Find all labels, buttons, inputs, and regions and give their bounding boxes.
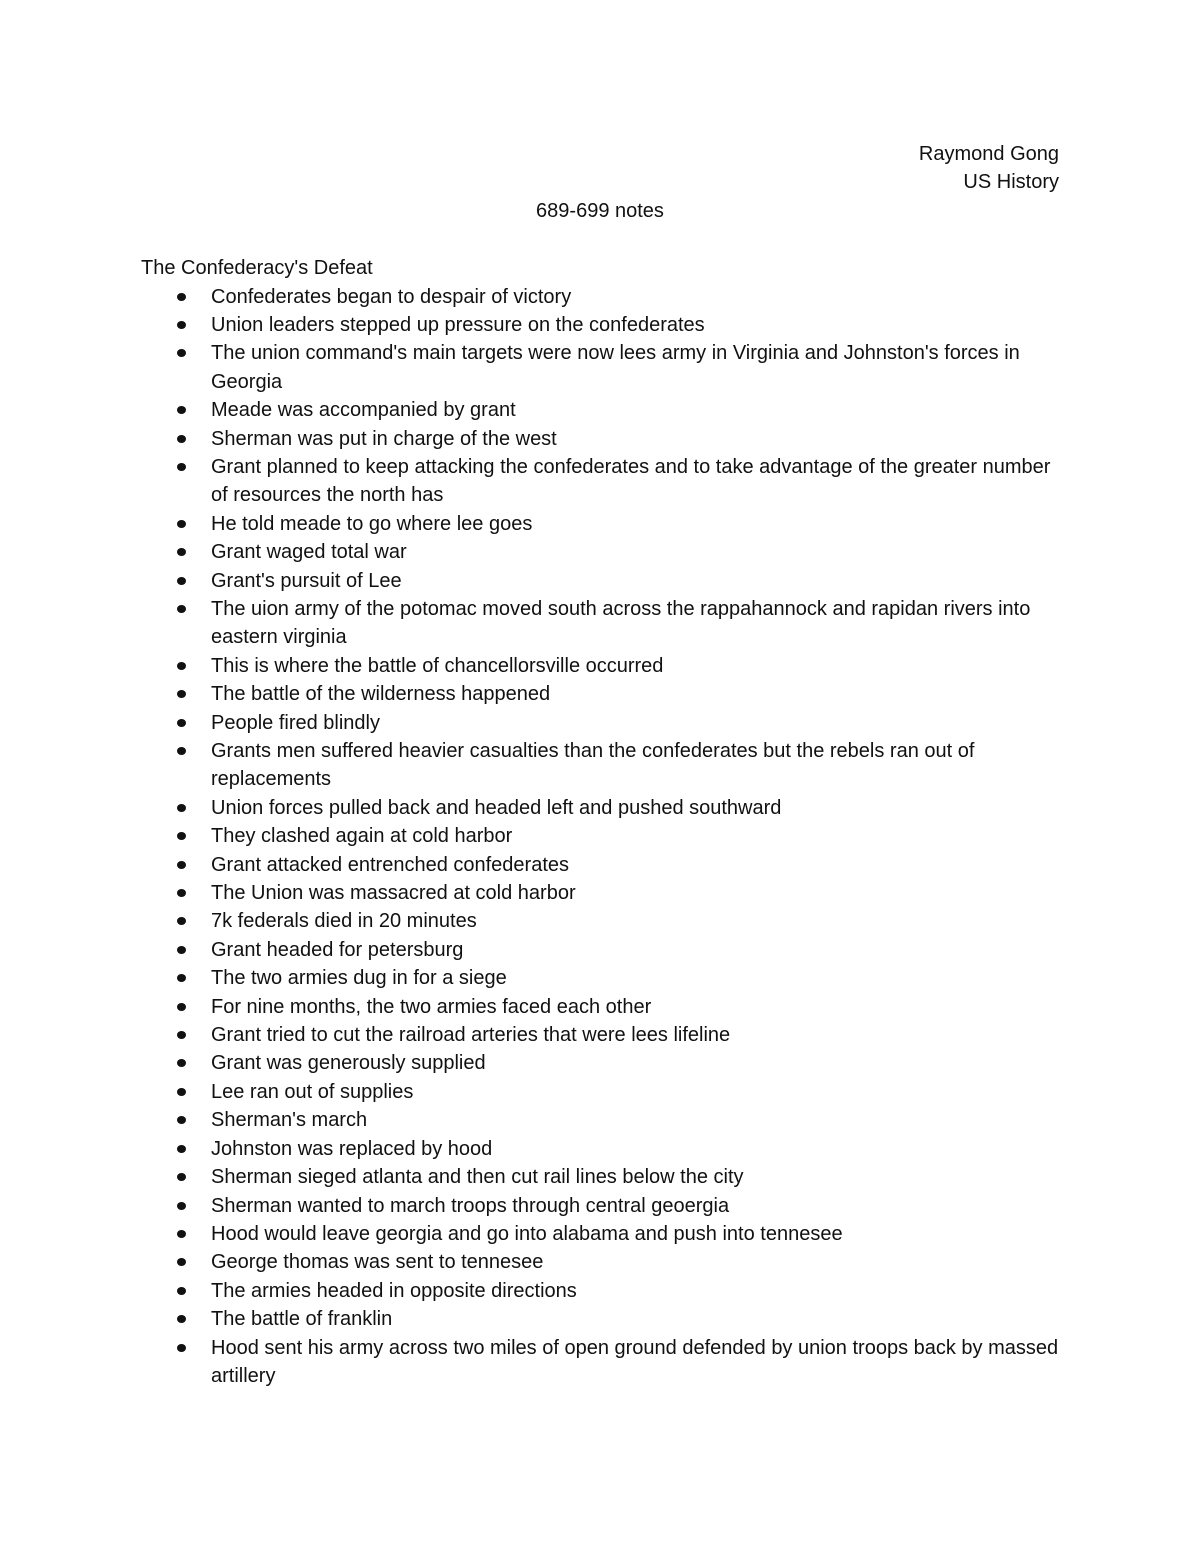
list-item: 7k federals died in 20 minutes — [211, 907, 1071, 935]
list-item: Grant's pursuit of Lee — [211, 567, 1071, 595]
list-item: Sherman wanted to march troops through central geoergia — [211, 1192, 1071, 1220]
list-item: People fired blindly — [211, 709, 1071, 737]
list-item: Johnston was replaced by hood — [211, 1135, 1071, 1163]
list-item: For nine months, the two armies faced each other — [211, 993, 1071, 1021]
list-item: Grant attacked entrenched confederates — [211, 851, 1071, 879]
section-heading: The Confederacy's Defeat — [141, 257, 373, 279]
list-item: Sherman sieged atlanta and then cut rail lines below the city — [211, 1163, 1071, 1191]
list-item: The battle of the wilderness happened — [211, 680, 1071, 708]
list-item: George thomas was sent to tennesee — [211, 1248, 1071, 1276]
list-item: Meade was accompanied by grant — [211, 396, 1071, 424]
notes-list — [211, 283, 1071, 1391]
author-name: Raymond Gong — [918, 143, 1059, 165]
list-item: Grant waged total war — [211, 538, 1071, 566]
course-name: US History — [963, 171, 1059, 194]
list-item: The battle of franklin — [211, 1305, 1071, 1333]
list-item: This is where the battle of chancellorsville occurred — [211, 652, 1071, 680]
list-item: They clashed again at cold harbor — [211, 822, 1071, 850]
list-item: Sherman's march — [211, 1106, 1071, 1134]
list-item: Grants men suffered heavier casualties than the confederates but the rebels ran out of replacements — [211, 737, 1071, 794]
list-item: Grant headed for petersburg — [211, 936, 1071, 964]
list-item: The armies headed in opposite directions — [211, 1277, 1071, 1305]
list-item: He told meade to go where lee goes — [211, 510, 1071, 538]
list-item: Confederates began to despair of victory — [211, 283, 1071, 311]
list-item: Sherman was put in charge of the west — [211, 425, 1071, 453]
list-item: The union command's main targets were now lees army in Virginia and Johnston's forces in Georgia — [211, 339, 1071, 396]
list-item: Grant planned to keep attacking the confederates and to take advantage of the greater number of resources the north has — [211, 453, 1071, 510]
list-item: Hood would leave georgia and go into alabama and push into tennesee — [211, 1220, 1071, 1248]
document-title: 689-699 notes — [536, 200, 664, 222]
list-item: Union leaders stepped up pressure on the confederates — [211, 311, 1071, 339]
list-item: Union forces pulled back and headed left and pushed southward — [211, 794, 1071, 822]
list-item: The two armies dug in for a siege — [211, 964, 1071, 992]
list-item: Grant was generously supplied — [211, 1049, 1071, 1077]
list-item: Grant tried to cut the railroad arteries that were lees lifeline — [211, 1021, 1071, 1049]
list-item: Lee ran out of supplies — [211, 1078, 1071, 1106]
list-item: The Union was massacred at cold harbor — [211, 879, 1071, 907]
list-item: The uion army of the potomac moved south across the rappahannock and rapidan rivers into eastern virginia — [211, 595, 1071, 652]
header-block — [919, 140, 1059, 197]
list-item: Hood sent his army across two miles of open ground defended by union troops back by massed artillery — [211, 1334, 1071, 1391]
